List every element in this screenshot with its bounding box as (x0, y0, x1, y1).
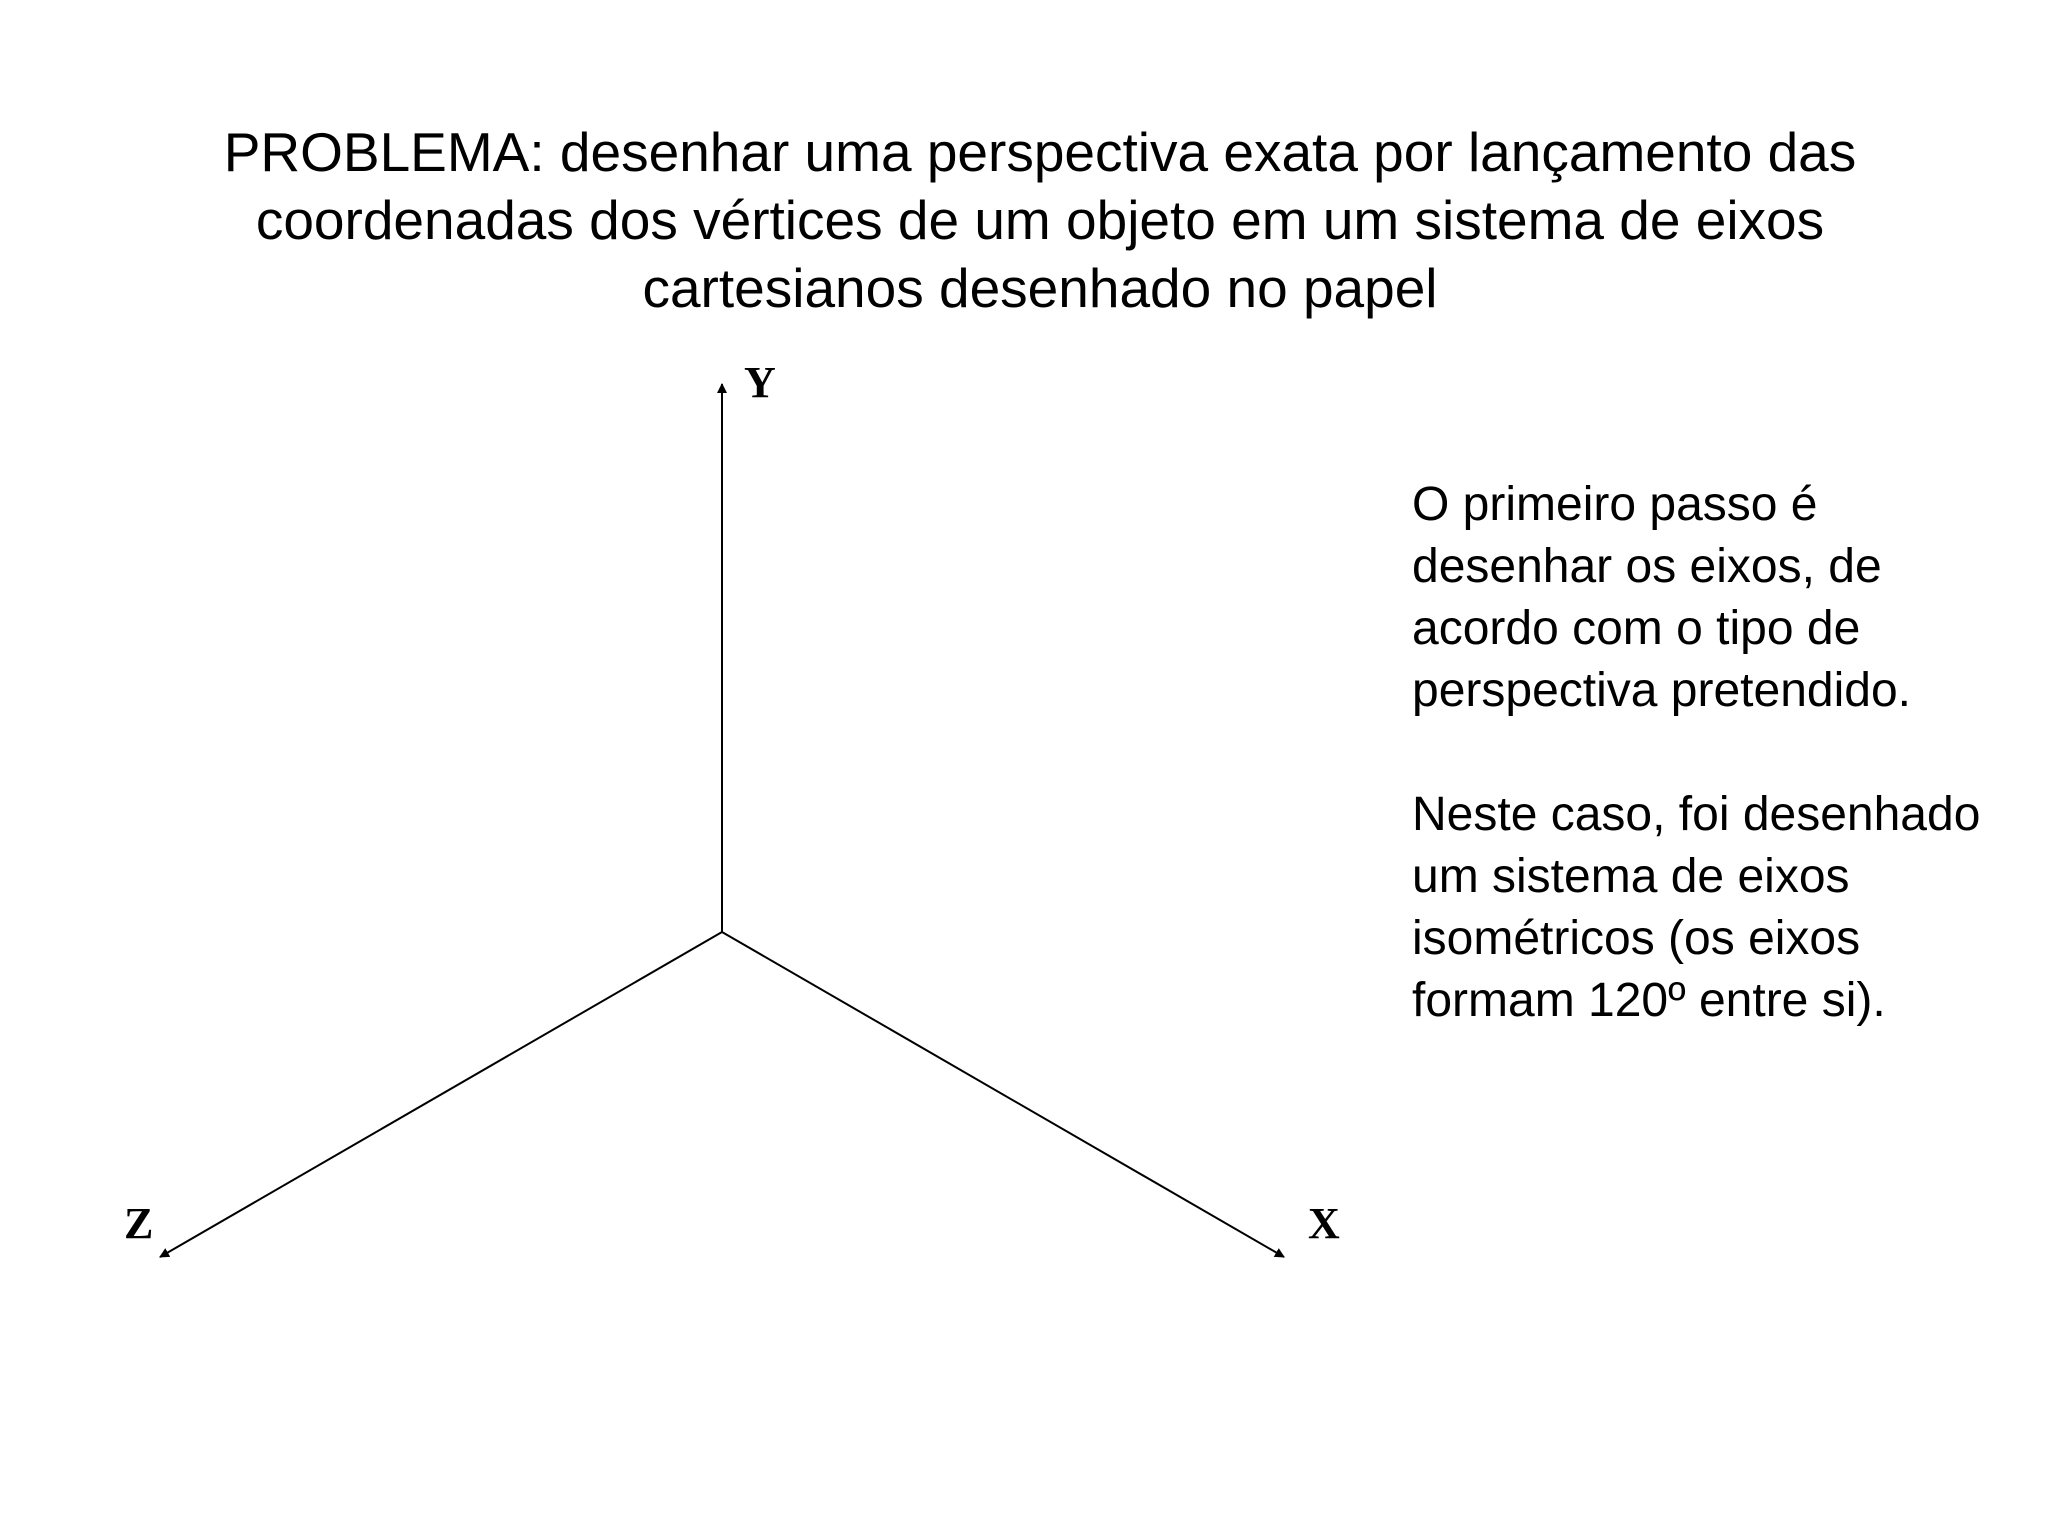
explanation-paragraph-first-step (1412, 474, 2032, 722)
explanation-text (1412, 474, 2032, 1032)
title-line: cartesianos desenhado no papel (642, 257, 1438, 319)
z-axis-label: Z (124, 1199, 154, 1248)
explanation-line: desenhar os eixos, de (1412, 540, 1882, 593)
explanation-paragraph-isometric (1412, 784, 2032, 1032)
z-axis-line (160, 932, 722, 1257)
explanation-line: O primeiro passo é (1412, 478, 1818, 531)
explanation-line: um sistema de eixos (1412, 850, 1850, 903)
explanation-line: acordo com o tipo de (1412, 602, 1861, 655)
x-axis-label: X (1308, 1199, 1340, 1248)
explanation-line: perspectiva pretendido. (1412, 664, 1911, 717)
explanation-line: Neste caso, foi desenhado (1412, 788, 1981, 841)
explanation-line: isométricos (os eixos (1412, 912, 1861, 965)
title-line: coordenadas dos vértices de um objeto em um sistema de eixos (255, 189, 1825, 251)
y-axis-label: Y (744, 358, 776, 407)
explanation-line: formam 120º entre si). (1412, 974, 1886, 1027)
x-axis-line (722, 932, 1284, 1257)
title-line: PROBLEMA: desenhar uma perspectiva exata por lançamento das (223, 121, 1857, 183)
